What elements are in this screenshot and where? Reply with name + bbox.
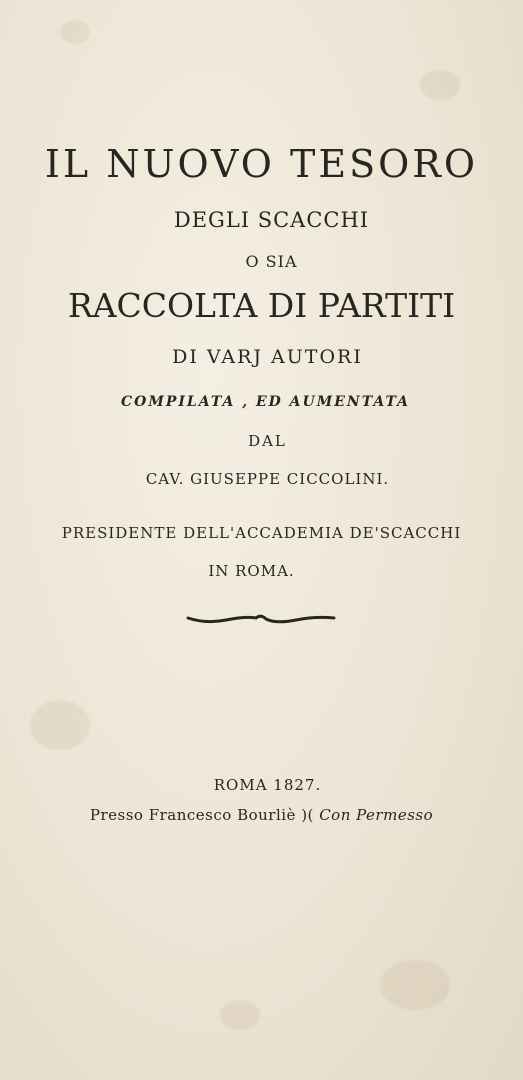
- title-line-1: IL NUOVO TESORO: [44, 142, 479, 186]
- imprint-permission: Con Permesso: [319, 806, 434, 824]
- paper-stain: [60, 20, 90, 44]
- title-line-2: DEGLI SCACCHI: [173, 208, 370, 232]
- paper-stain: [380, 960, 450, 1010]
- ornament-rule: [186, 610, 336, 630]
- author-title: PRESIDENTE DELL'ACCADEMIA DE'SCACCHI: [61, 524, 462, 542]
- paper-stain: [30, 700, 90, 750]
- paper-stain: [220, 1000, 260, 1030]
- title-line-5: DI VARJ AUTORI: [172, 346, 363, 368]
- title-line-4: RACCOLTA DI PARTITI: [67, 286, 456, 325]
- author-location: IN ROMA.: [208, 562, 295, 580]
- place-and-year: ROMA 1827.: [213, 776, 322, 794]
- author-name: CAV. GIUSEPPE CICCOLINI.: [145, 470, 390, 488]
- imprint-publisher: Presso Francesco Bourliè )(: [89, 806, 314, 824]
- paper-stain: [420, 70, 460, 100]
- compiled-line: COMPILATA , ED AUMENTATA: [121, 394, 410, 410]
- title-line-3: O SIA: [245, 252, 298, 271]
- by-line: DAL: [248, 432, 287, 450]
- imprint-line: [0, 806, 523, 824]
